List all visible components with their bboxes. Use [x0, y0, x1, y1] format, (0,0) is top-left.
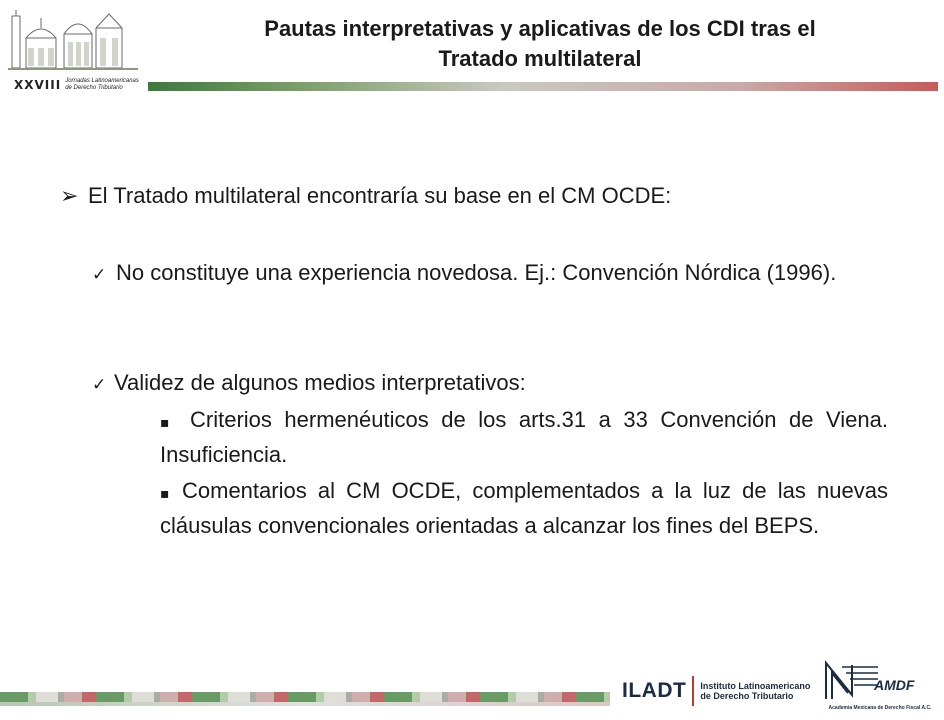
logo-roman-numeral: XXVIII	[14, 78, 62, 92]
check-item-1-text: No constituye una experiencia novedosa. Ej.: Convención Nórdica (1996).	[116, 260, 837, 285]
logo-sub-line1: Jornadas Latinoamericanas	[65, 78, 139, 84]
amdf-emblem-icon	[822, 655, 882, 703]
square-bullet-icon: ▪	[160, 415, 170, 431]
title-line-1: Pautas interpretativas y aplicativas de los CDI tras el	[264, 16, 816, 41]
sub-item-1-text: Criterios hermenéuticos de los arts.31 a 33 Convención de Viena. Insuficiencia.	[160, 407, 888, 467]
checkmark-icon: ✓	[92, 265, 107, 285]
iladt-separator	[692, 676, 694, 706]
checkmark-icon: ✓	[92, 375, 107, 395]
footer-color-bar-shadow	[0, 702, 610, 706]
bullet-main	[60, 180, 890, 211]
iladt-name	[700, 681, 810, 701]
iladt-logo	[622, 674, 810, 708]
amdf-wordmark: AMDF	[874, 677, 915, 693]
logo-sub-line2: de Derecho Tributario	[65, 85, 123, 91]
amdf-caption: Academia Mexicana de Derecho Fiscal A.C.	[828, 705, 932, 711]
check-item-1	[92, 257, 888, 291]
title-line-2: Tratado multilateral	[438, 46, 642, 71]
square-bullet-icon: ▪	[160, 486, 170, 502]
check-item-2-text: Validez de algunos medios interpretativos:	[114, 370, 526, 395]
sub-item-1	[160, 404, 888, 470]
footer-color-bar	[0, 692, 610, 702]
iladt-name-line2: de Derecho Tributario	[700, 691, 794, 701]
check-item-2	[92, 367, 888, 401]
sub-item-2-text: Comentarios al CM OCDE, complementados a la luz de las nuevas cláusulas convencionales orientadas a alcanzar los fines del BEPS.	[160, 478, 888, 538]
iladt-name-line1: Instituto Latinoamericano	[700, 681, 811, 691]
iladt-wordmark: ILADT	[622, 679, 687, 702]
amdf-logo	[822, 655, 938, 715]
bullet-main-text: El Tratado multilateral encontraría su base en el CM OCDE:	[88, 183, 672, 208]
sub-item-2	[160, 475, 888, 541]
arrow-bullet-icon: ➢	[60, 183, 79, 208]
